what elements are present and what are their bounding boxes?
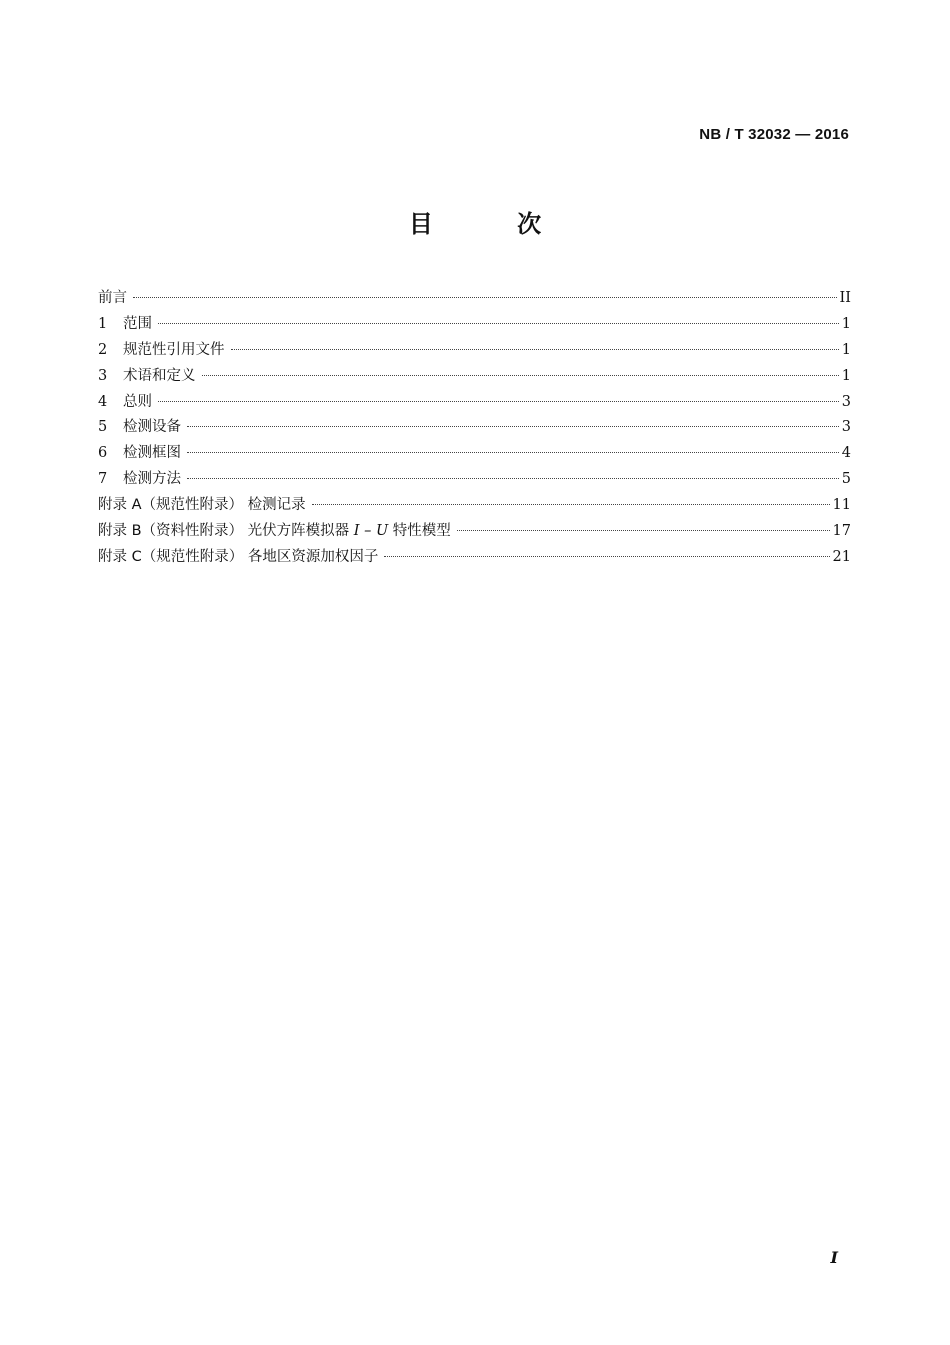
toc-leader [384, 556, 829, 557]
toc-page: II [839, 290, 851, 306]
toc-page: 4 [841, 445, 851, 462]
toc-label: 附录 A（规范性附录） 检测记录 [98, 497, 306, 514]
toc-entry-5[interactable] [98, 415, 851, 441]
toc-page: 3 [841, 419, 851, 436]
toc-number: 7 [98, 471, 108, 488]
toc-entry-3[interactable] [98, 364, 851, 390]
toc-number: 4 [98, 393, 108, 410]
toc-label: 术语和定义 [123, 367, 196, 384]
toc-entry-4[interactable] [98, 390, 851, 416]
toc-label-italic: I – U [353, 523, 389, 540]
toc-label-pre: 附录 B（资料性附录） 光伏方阵模拟器 [98, 523, 354, 540]
toc-label-post: 特性模型 [388, 523, 451, 540]
toc-page: 21 [832, 548, 851, 565]
toc-leader [202, 375, 839, 376]
toc-page: 3 [841, 393, 851, 410]
toc-number: 3 [98, 367, 108, 384]
toc-page: 11 [832, 497, 851, 514]
toc-leader [133, 297, 837, 298]
toc-page: 5 [841, 471, 851, 488]
toc-leader [457, 530, 830, 531]
toc-number: 5 [98, 419, 108, 436]
toc-leader [187, 478, 839, 479]
toc-entry-7[interactable] [98, 467, 851, 493]
page-number: I [830, 1248, 838, 1267]
toc-entry-appendix-a[interactable] [98, 493, 851, 519]
toc-label [98, 519, 451, 545]
toc-page: 1 [841, 341, 851, 358]
toc-page: 17 [832, 523, 851, 540]
toc-entry-1[interactable] [98, 312, 851, 338]
toc-leader [312, 504, 830, 505]
toc-number: 1 [98, 315, 108, 332]
toc-label: 范围 [123, 315, 152, 332]
toc-entry-appendix-c[interactable] [98, 545, 851, 571]
toc-label: 规范性引用文件 [123, 341, 225, 358]
toc-leader [187, 452, 839, 453]
table-of-contents [98, 286, 851, 571]
toc-number: 6 [98, 445, 108, 462]
toc-label: 检测设备 [123, 419, 181, 436]
toc-leader [231, 349, 839, 350]
toc-leader [187, 426, 839, 427]
toc-label: 总则 [123, 393, 152, 410]
page-title: 目 次 [408, 210, 580, 238]
toc-label: 附录 C（规范性附录） 各地区资源加权因子 [98, 548, 379, 565]
toc-leader [158, 323, 839, 324]
toc-page: 1 [841, 367, 851, 384]
toc-entry-appendix-b[interactable] [98, 519, 851, 545]
toc-entry-6[interactable] [98, 441, 851, 467]
toc-label: 检测框图 [123, 445, 181, 462]
toc-entry-foreword[interactable] [98, 286, 851, 312]
toc-label: 前言 [98, 290, 127, 306]
toc-number: 2 [98, 341, 108, 358]
toc-label: 检测方法 [123, 471, 181, 488]
toc-page: 1 [841, 315, 851, 332]
toc-entry-2[interactable] [98, 338, 851, 364]
standard-code: NB / T 32032 — 2016 [699, 126, 849, 143]
toc-leader [158, 401, 839, 402]
